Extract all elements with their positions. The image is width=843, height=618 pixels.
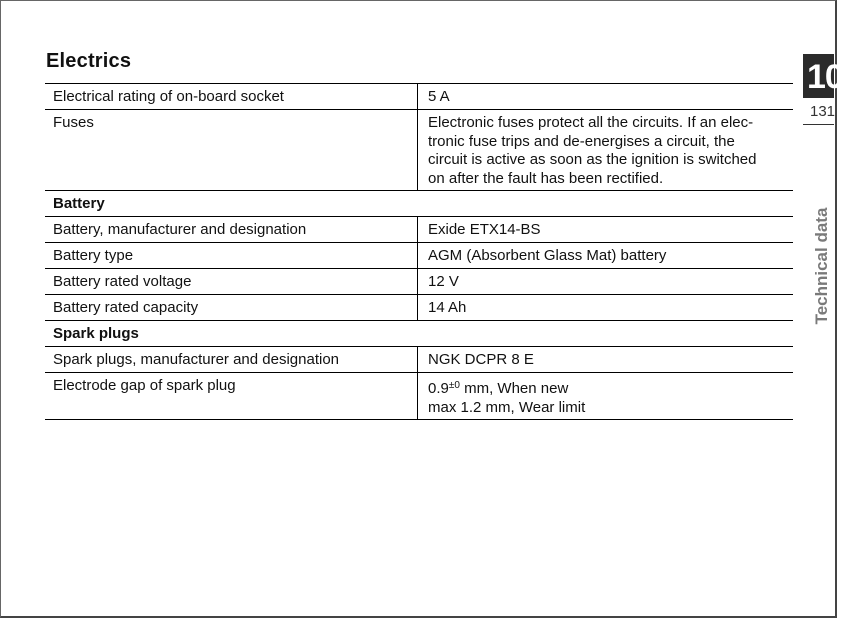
row-label: Fuses bbox=[45, 110, 418, 190]
table-row bbox=[45, 110, 793, 191]
chapter-label: Technical data bbox=[812, 207, 831, 325]
table-row bbox=[45, 373, 793, 420]
section-title: Electrics bbox=[46, 50, 132, 72]
table-row bbox=[45, 347, 793, 373]
row-value: AGM (Absorbent Glass Mat) battery bbox=[428, 247, 667, 264]
text-line: circuit is active as soon as the ignition is switched bbox=[428, 151, 757, 168]
row-value: NGK DCPR 8 E bbox=[428, 351, 534, 368]
text-line: on after the fault has been rectified. bbox=[428, 169, 664, 187]
spark-plugs-heading: Spark plugs bbox=[45, 321, 793, 347]
text-line: Electronic fuses protect all the circuits. If an elec- bbox=[428, 114, 754, 131]
row-value: 5 A bbox=[428, 88, 450, 105]
gap-value: 0.9 bbox=[428, 380, 449, 397]
divider bbox=[803, 124, 834, 125]
row-label: Electrode gap of spark plug bbox=[45, 373, 418, 419]
table-row bbox=[45, 295, 793, 321]
electrode-gap-value bbox=[418, 373, 793, 419]
row-value: Exide ETX14-BS bbox=[428, 221, 541, 238]
gap-tolerance: ±0 bbox=[448, 380, 460, 391]
text-line: tronic fuse trips and de-energises a circuit, the bbox=[428, 132, 735, 150]
table-row bbox=[45, 269, 793, 295]
text-line bbox=[428, 377, 783, 399]
row-label: Battery rated capacity bbox=[45, 295, 418, 320]
row-label: Battery rated voltage bbox=[45, 269, 418, 294]
row-value: 12 V bbox=[428, 273, 459, 290]
row-label: Battery, manufacturer and designation bbox=[45, 217, 418, 242]
table-row bbox=[45, 243, 793, 269]
chapter-number: 10 bbox=[807, 58, 843, 96]
page-number: 131 bbox=[810, 103, 836, 120]
table-row bbox=[45, 217, 793, 243]
chapter-tab bbox=[803, 54, 843, 98]
row-label: Spark plugs, manufacturer and designation bbox=[45, 347, 418, 372]
gap-unit-note: mm, When new bbox=[459, 380, 569, 397]
table-row bbox=[45, 84, 793, 110]
row-value: 14 Ah bbox=[428, 299, 467, 316]
battery-heading: Battery bbox=[45, 191, 793, 217]
electrics-table bbox=[45, 83, 793, 420]
fuses-description bbox=[418, 110, 793, 190]
text-line: max 1.2 mm, Wear limit bbox=[428, 398, 586, 416]
row-label: Electrical rating of on-board socket bbox=[45, 84, 418, 109]
row-label: Battery type bbox=[45, 243, 418, 268]
